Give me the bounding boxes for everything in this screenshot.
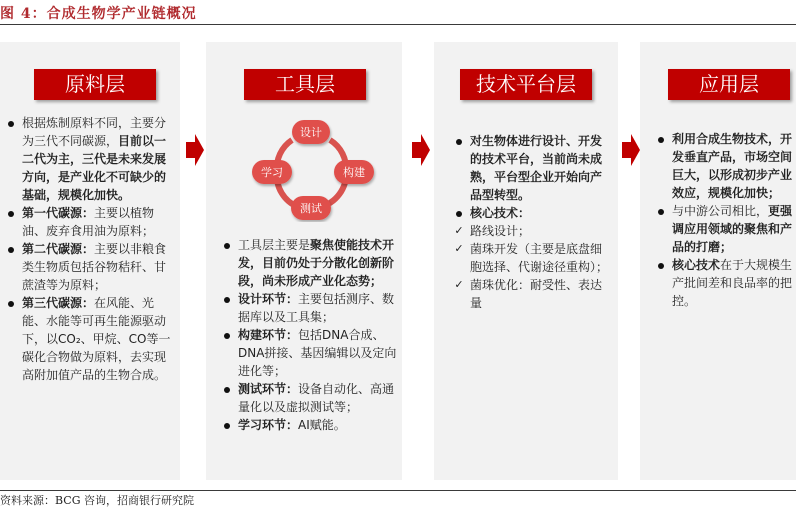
- cycle-label-design: 设计: [300, 126, 322, 139]
- header-raw-materials: 原料层: [34, 69, 156, 100]
- list-item: 学习环节：AI赋能。: [220, 416, 398, 434]
- bullet-dot-icon: [8, 121, 14, 127]
- list-item: 根据炼制原料不同，主要分为三代不同碳源，目前以一二代为主，三代是未来发展方向，是产业化不可缺少的基础，规模化加快。: [4, 114, 176, 204]
- header-tech-platform: 技术平台层: [460, 69, 592, 100]
- bullet-dot-icon: [224, 243, 230, 249]
- bullet-dot-icon: [224, 333, 230, 339]
- header-tools: 工具层: [244, 69, 366, 100]
- raw-bullet-list: [4, 114, 176, 384]
- list-item: 构建环节：包括DNA合成、DNA拼接、基因编辑以及定向进化等；: [220, 326, 398, 380]
- cycle-label-build: 构建: [343, 166, 365, 179]
- check-icon: ✓: [454, 242, 464, 255]
- list-item: 利用合成生物技术，开发垂直产品，市场空间巨大，以形成初步产业效应，规模化加快；: [654, 130, 796, 202]
- panel-tech-platform: [434, 42, 618, 480]
- title-rule: [0, 24, 796, 25]
- list-item: 工具层主要是聚焦使能技术开发，目前仍处于分散化创新阶段，尚未形成产业化态势；: [220, 236, 398, 290]
- bullet-dot-icon: [224, 423, 230, 429]
- header-application: 应用层: [668, 69, 790, 100]
- figure-title: 图 4：合成生物学产业链概况: [0, 6, 197, 22]
- list-item: ✓ 菌珠开发（主要是底盘细胞选择、代谢途径重构）；: [452, 240, 608, 276]
- panel-application: [640, 42, 796, 480]
- tech-bullet-list: [452, 132, 608, 312]
- source-rule: [0, 490, 796, 491]
- list-item: 核心技术：: [452, 204, 608, 222]
- list-item: 第二代碳源：主要以非粮食类生物质包括谷物秸秆、甘蔗渣等为原料；: [4, 240, 176, 294]
- check-icon: ✓: [454, 278, 464, 291]
- bullet-dot-icon: [224, 387, 230, 393]
- app-bullet-list: [654, 130, 796, 310]
- list-item: ✓ 路线设计；: [452, 222, 608, 240]
- panel-tools: [206, 42, 402, 480]
- cycle-label-learn: 学习: [261, 166, 283, 179]
- bullet-dot-icon: [658, 263, 664, 269]
- check-icon: ✓: [454, 224, 464, 237]
- arrow-right-icon: [412, 134, 430, 166]
- bullet-dot-icon: [456, 211, 462, 217]
- tool-bullet-list: [220, 236, 398, 434]
- arrow-right-icon: [186, 134, 204, 166]
- list-item: ✓ 菌珠优化：耐受性、表达量: [452, 276, 608, 312]
- list-item: 设计环节：主要包括测序、数据库以及工具集；: [220, 290, 398, 326]
- list-item: 第一代碳源：主要以植物油、废弃食用油为原料；: [4, 204, 176, 240]
- cycle-label-test: 测试: [300, 202, 322, 215]
- list-item: 测试环节：设备自动化、高通量化以及虚拟测试等；: [220, 380, 398, 416]
- bullet-dot-icon: [658, 137, 664, 143]
- bullet-dot-icon: [8, 247, 14, 253]
- source-note: 资料来源：BCG 咨询，招商银行研究院: [0, 494, 194, 507]
- dbtl-cycle-diagram: [250, 112, 380, 222]
- list-item: 第三代碳源：在风能、光能、水能等可再生能源驱动下，以CO₂、甲烷、CO等一碳化合物做为原料，去实现高附加值产品的生物合成。: [4, 294, 176, 384]
- bullet-dot-icon: [224, 297, 230, 303]
- panel-raw-materials: [0, 42, 180, 480]
- arrow-right-icon: [622, 134, 640, 166]
- bullet-dot-icon: [456, 139, 462, 145]
- list-item: 核心技术在于大规模生产批间差和良品率的把控。: [654, 256, 796, 310]
- list-item: 对生物体进行设计、开发的技术平台，当前尚未成熟，平台型企业开始向产品型转型。: [452, 132, 608, 204]
- bullet-dot-icon: [658, 209, 664, 215]
- list-item: 与中游公司相比，更强调应用领域的聚焦和产品的打磨；: [654, 202, 796, 256]
- bullet-dot-icon: [8, 301, 14, 307]
- bullet-dot-icon: [8, 211, 14, 217]
